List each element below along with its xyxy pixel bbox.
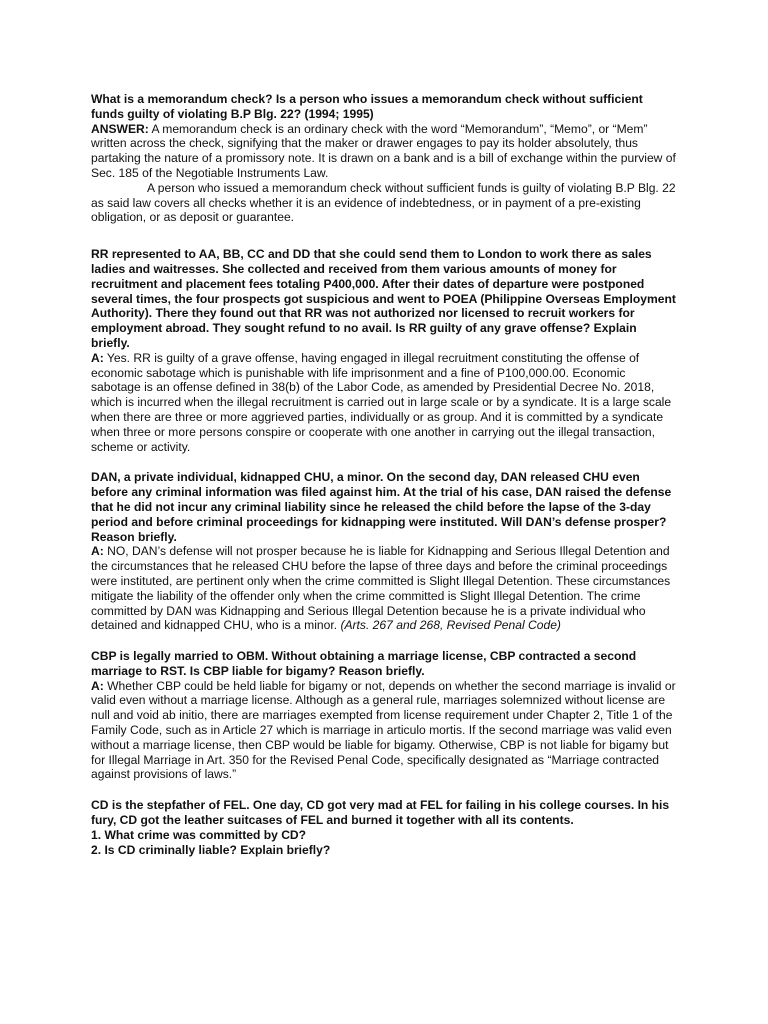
answer-label: A: [91,350,104,365]
question-text: CBP is legally married to OBM. Without obtaining a marriage license, CBP contracted a second marriage to RST. Is CBP liable for bigamy? Reason briefly. [91,649,637,678]
citation: (Arts. 267 and 268, Revised Penal Code) [340,618,561,633]
answer-text: Whether CBP could be held liable for bigamy or not, depends on whether the second marriage is invalid or valid even without a marriage license. Although as a general rule, marriages solemnized without license are null and void ab initio, there are marriages exempted from license requirement under Chapter 2, Title 1 of the Family Code, such as in Article 27 which is marriage in articulo mortis. If the second marriage was valid even without a marriage license, then CBP would be liable for bigamy. Otherwise, CBP is not liable for bigamy but for Illegal Marriage in Art. 350 for the Revised Penal Code, specifically designated as “Marriage contracted against provisions of laws.” [91,678,676,782]
answer-text: NO, DAN’s defense will not prosper because he is liable for Kidnapping and Serious Illegal Detention and the circumstances that he released CHU before the lapse of three days and before the criminal proceedings were instituted, are pertinent only when the crime committed is Slight Illegal Detention. These circumstances mitigate the liability of the offender only when the crime committed is Slight Illegal Detention. The crime committed by DAN was Kidnapping and Serious Illegal Detention because he is a private individual who detained and kidnapped CHU, who is a minor. [91,544,671,633]
sub-question-1: 1. What crime was committed by CD? [91,827,307,842]
question-text: CD is the stepfather of FEL. One day, CD got very mad at FEL for failing in his college courses. In his fury, CD got the leather suitcases of FEL and burned it together with all its contents. [91,798,670,828]
question-text: RR represented to AA, BB, CC and DD that she could send them to London to work there as sales ladies and waitresses. She collected and received from them various amounts of money for recruitment and placement fees totaling P400,000. After their dates of departure were postponed several times, the four prospects got suspicious and went to POEA (Philippine Overseas Employment Authority). There they found out that RR was not authorized nor licensed to recruit workers for employment abroad. They sought refund to no avail. Is RR guilty of any grave offense? Explain briefly. [91,247,676,350]
answer-text: Yes. RR is guilty of a grave offense, having engaged in illegal recruitment constituting the offense of economic sabotage which is punishable with life imprisonment and a fine of P100,000.00. Economic sabotage is an offense defined in 38(b) of the Labor Code, as amended by Presidential Decree No. 2018, which is incurred when the illegal recruitment is carried out in large scale or by a syndicate. It is a large scale when there are three or more aggrieved parties, individually or as group. And it is committed by a syndicate when three or more persons conspire or cooperate with one another in carrying out the illegal transaction, scheme or activity. [91,350,672,454]
answer-paragraph-2: A person who issued a memorandum check without sufficient funds is guilty of violating B.P Blg. 22 as said law covers all checks whether it is an evidence of indebtedness, or in payment of a pre-existing obligation, or as deposit or guarantee. [91,180,676,225]
answer-paragraph [91,544,678,633]
answer-label: A: [91,678,104,693]
question-block-1 [91,92,678,225]
question-block-2 [91,247,678,454]
question-block-4 [91,649,678,782]
answer-paragraph [91,351,678,455]
answer-paragraph [91,679,678,783]
answer-text: A memorandum check is an ordinary check with the word “Memorandum”, “Memo”, or “Mem” written across the check, signifying that the maker or drawer engages to pay its holder absolutely, thus partaking the nature of a promissory note. It is drawn on a bank and is a bill of exchange within the purview of Sec. 185 of the Negotiable Instruments Law. [91,121,676,180]
answer-paragraph [91,122,678,181]
question-block-3 [91,470,678,633]
question-block-5 [91,798,678,857]
answer-label: ANSWER: [91,121,149,136]
answer-label: A: [91,544,104,559]
question-text: What is a memorandum check? Is a person who issues a memorandum check without sufficient funds guilty of violating B.P Blg. 22? (1994; 1995) [91,92,643,121]
question-text: DAN, a private individual, kidnapped CHU, a minor. On the second day, DAN released CHU even before any criminal information was filed against him. At the trial of his case, DAN raised the defense that he did not incur any criminal liability since he released the child before the lapse of the 3-day period and before criminal proceedings for kidnapping were instituted. Will DAN’s defense prosper? Reason briefly. [91,470,672,544]
sub-question-2: 2. Is CD criminally liable? Explain briefly? [91,842,331,857]
